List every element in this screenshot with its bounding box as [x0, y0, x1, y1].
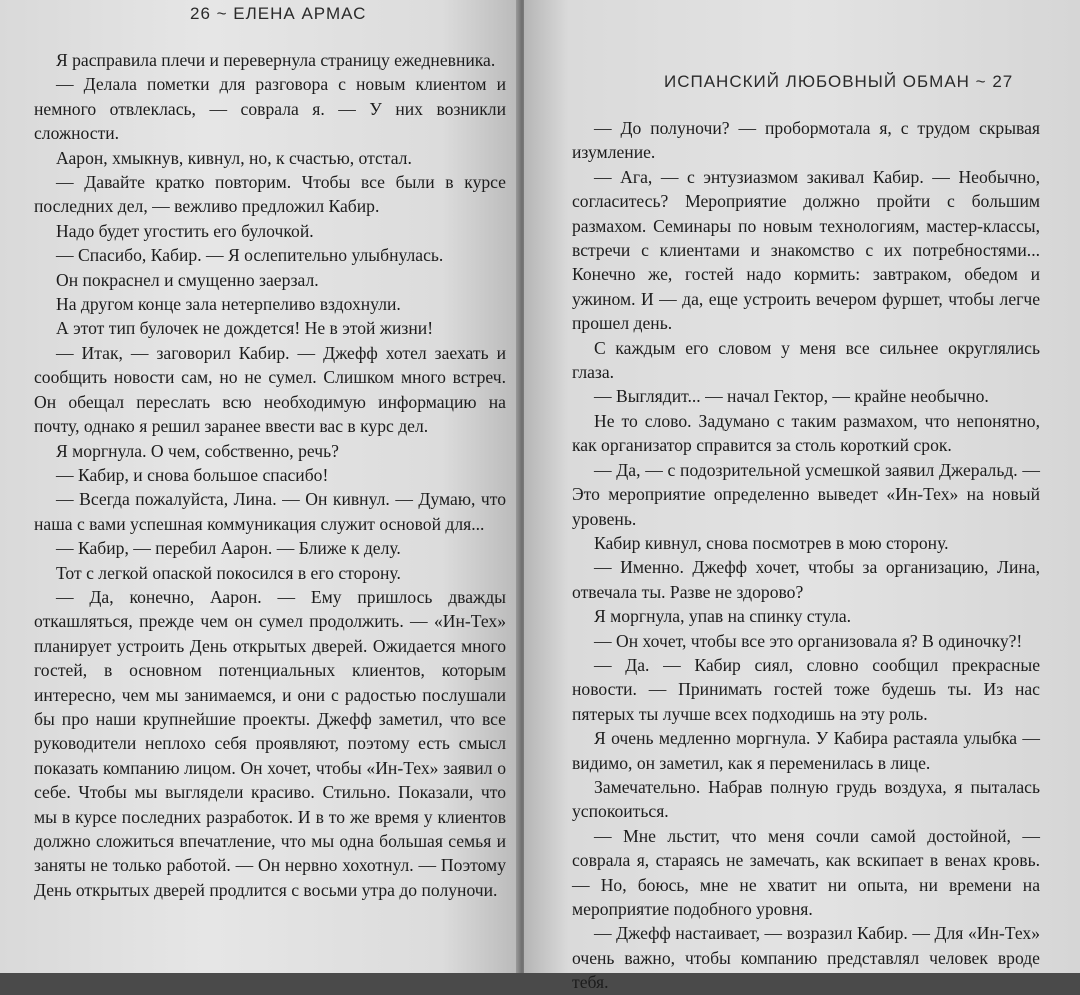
- paragraph: С каждым его словом у меня все сильнее округлялись глаза.: [572, 337, 1040, 383]
- paragraph: — Всегда пожалуйста, Лина. — Он кивнул. — Думаю, что наша с вами успешная коммуникация служит основой для...: [34, 489, 506, 534]
- paragraph: Я расправила плечи и перевернула страницу ежедневника.: [56, 50, 496, 70]
- paragraph: — Итак, — заговорил Кабир. — Джефф хотел заехать и сообщить новости сам, но не сумел. Слишком много встреч. Он обещал переслать всю необходимую информацию на почту, однако я решил заранее ввести вас в курс дел.: [34, 342, 506, 437]
- paragraph: Не то слово. Задумано с таким размахом, что непонятно, как организатор справится за столь короткий срок.: [572, 410, 1040, 456]
- paragraph: — Да, — с подозрительной усмешкой заявил Джеральд. — Это мероприятие определенно выведет «Ин-Тех» на новый уровень.: [572, 459, 1040, 529]
- paragraph: Тот с легкой опаской покосился в его сторону.: [56, 562, 401, 583]
- paragraph: Я моргнула, упав на спинку стула.: [594, 606, 852, 627]
- paragraph: Замечательно. Набрав полную грудь воздуха, я пыталась успокоиться.: [572, 776, 1040, 822]
- paragraph: — Да. — Кабир сиял, словно сообщил прекрасные новости. — Принимать гостей тоже будешь ты. Из нас пятерых ты лучше всех подходишь на эту роль.: [572, 654, 1040, 724]
- paragraph: — До полуночи? — пробормотала я, с трудом скрывая изумление.: [572, 118, 1040, 163]
- left-page-text: [34, 48, 506, 902]
- right-running-head: ИСПАНСКИЙ ЛЮБОВНЫЙ ОБМАН ~ 27: [664, 72, 1014, 91]
- paragraph: Я моргнула. О чем, собственно, речь?: [56, 440, 339, 461]
- right-page-text: [572, 116, 1040, 995]
- paragraph: — Кабир, и снова большое спасибо!: [56, 464, 329, 485]
- left-running-head: 26 ~ ЕЛЕНА АРМАС: [190, 4, 367, 23]
- paragraph: А этот тип булочек не дождется! Не в этой жизни!: [56, 318, 434, 339]
- paragraph: — Мне льстит, что меня сочли самой достойной, — соврала я, стараясь не замечать, как вскипает в венах кровь. — Но, боюсь, мне не хватит ни опыта, ни времени на мероприятие подобного уровня.: [572, 825, 1040, 919]
- paragraph: — Делала пометки для разговора с новым клиентом и немного отвлеклась, — соврала я. — У них возникли сложности.: [34, 74, 506, 144]
- paragraph: — Джефф настаивает, — возразил Кабир. — Для «Ин-Тех» очень важно, чтобы компанию представлял человек вроде тебя.: [572, 923, 1040, 993]
- paragraph: — Ага, — с энтузиазмом закивал Кабир. — Необычно, согласитесь? Мероприятие должно пройти с большим размахом. Семинары по новым технологиям, мастер-классы, встречи с клиентами и знакомство с их потребностями... Конечно же, гостей надо кормить: завтраком, обедом и ужином. И — да, еще устроить вечером фуршет, чтобы легче прошел день.: [572, 166, 1040, 334]
- paragraph: Аарон, хмыкнув, кивнул, но, к счастью, отстал.: [56, 147, 412, 168]
- left-page: [0, 0, 520, 973]
- right-page: [524, 0, 1080, 993]
- paragraph: Кабир кивнул, снова посмотрев в мою сторону.: [594, 532, 949, 553]
- paragraph: — Да, конечно, Аарон. — Ему пришлось дважды откашляться, прежде чем он сумел продолжить. — «Ин-Тех» планирует устроить День открытых дверей. Ожидается много гостей, в основном потенциальных клиентов, которым интересно, чем мы занимаемся, и они с радостью послушали бы про наши крупнейшие проекты. Джефф заметил, что все руководители неплохо себя проявляют, поэтому есть смысл показать компанию лицом. Он хочет, чтобы «Ин-Тех» заявил о себе. Чтобы мы выглядели красиво. Стильно. Показали, что мы в курсе последних разработок. И в то же время у клиентов должно сложиться впечатление, что мы одна большая семья и заняты не только работой. — Он нервно хохотнул. — Поэтому День открытых дверей продлится с восьми утра до полуночи.: [34, 586, 506, 900]
- paragraph: — Спасибо, Кабир. — Я ослепительно улыбнулась.: [56, 245, 444, 266]
- paragraph: Я очень медленно моргнула. У Кабира растаяла улыбка — видимо, он заметил, как я переменилась в лице.: [572, 728, 1040, 773]
- paragraph: — Именно. Джефф хочет, чтобы за организацию, Лина, отвечала ты. Разве не здорово?: [572, 557, 1040, 602]
- paragraph: На другом конце зала нетерпеливо вздохнули.: [56, 294, 401, 315]
- paragraph: Надо будет угостить его булочкой.: [56, 220, 314, 241]
- paragraph: — Кабир, — перебил Аарон. — Ближе к делу.: [56, 538, 401, 559]
- paragraph: Он покраснел и смущенно заерзал.: [56, 269, 319, 290]
- paragraph: — Выглядит... — начал Гектор, — крайне необычно.: [594, 386, 989, 407]
- paragraph: — Давайте кратко повторим. Чтобы все были в курсе последних дел, — вежливо предложил Кабир.: [34, 172, 506, 217]
- paragraph: — Он хочет, чтобы все это организовала я? В одиночку?!: [594, 630, 1023, 651]
